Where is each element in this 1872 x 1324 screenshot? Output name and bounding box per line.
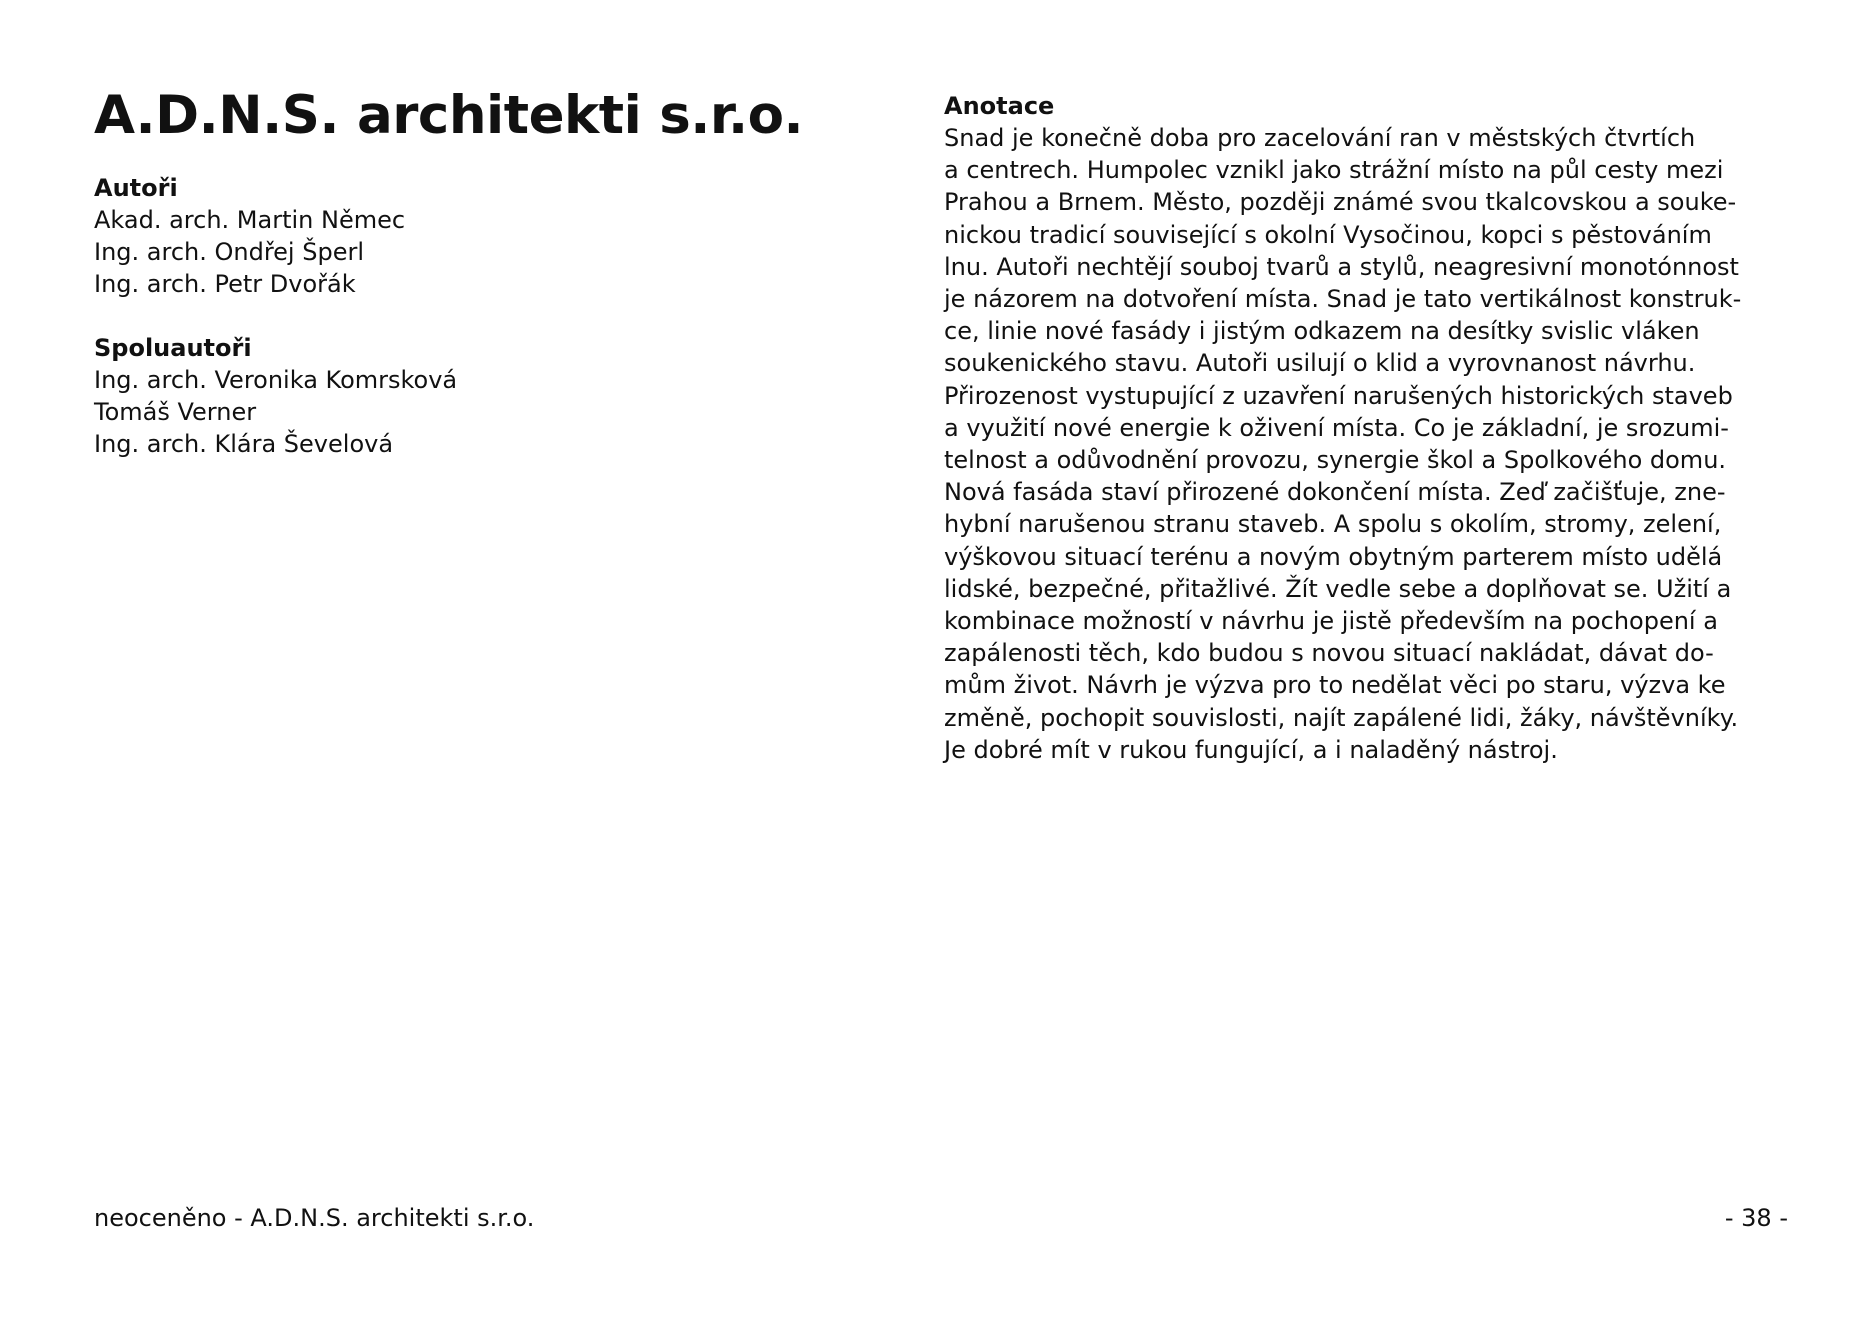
coauthor-name: Ing. arch. Klára Ševelová (94, 430, 394, 458)
annotation-block (944, 90, 1764, 766)
annotation-line: telnost a odůvodnění provozu, synergie škol a Spolkového domu. (944, 446, 1727, 475)
annotation-line: lidské, bezpečné, přitažlivé. Žít vedle sebe a doplňovat se. Užití a (944, 574, 1732, 603)
annotation-line: kombinace možností v návrhu je jistě především na pochopení a (944, 607, 1718, 636)
coauthors-heading: Spoluautoři (94, 334, 252, 362)
author-name: Akad. arch. Martin Němec (94, 206, 406, 234)
annotation-line: Je dobré mít v rukou fungující, a i naladěný nástroj. (944, 735, 1558, 764)
annotation-line: změně, pochopit souvislosti, najít zapálené lidi, žáky, návštěvníky. (944, 703, 1739, 732)
annotation-heading: Anotace (944, 92, 1055, 120)
annotation-line: Nová fasáda staví přirozené dokončení místa. Zeď začišťuje, zne- (944, 478, 1726, 507)
annotation-line: Prahou a Brnem. Město, později známé svou tkalcovskou a souke- (944, 188, 1737, 217)
annotation-line: a využití nové energie k oživení místa. Co je základní, je srozumi- (944, 413, 1729, 442)
annotation-text (944, 122, 1764, 766)
credits-block (94, 172, 854, 460)
authors-heading: Autoři (94, 174, 178, 202)
footer-caption: neoceněno - A.D.N.S. architekti s.r.o. (94, 1204, 535, 1232)
annotation-line: lnu. Autoři nechtějí souboj tvarů a stylů, neagresivní monotónnost (944, 252, 1739, 281)
coauthor-name: Tomáš Verner (94, 398, 257, 426)
annotation-line: výškovou situací terénu a novým obytným parterem místo udělá (944, 542, 1723, 571)
coauthor-name: Ing. arch. Veronika Komrsková (94, 366, 458, 394)
coauthors-list (94, 364, 854, 460)
annotation-line: soukenického stavu. Autoři usilují o klid a vyrovnanost návrhu. (944, 349, 1696, 378)
authors-list (94, 204, 854, 300)
annotation-line: Přirozenost vystupující z uzavření narušených historických staveb (944, 381, 1733, 410)
annotation-line: ce, linie nové fasády i jistým odkazem na desítky svislic vláken (944, 317, 1700, 346)
annotation-line: a centrech. Humpolec vznikl jako strážní místo na půl cesty mezi (944, 156, 1724, 185)
page-number: - 38 - (1724, 1204, 1788, 1232)
author-name: Ing. arch. Ondřej Šperl (94, 238, 364, 266)
annotation-line: je názorem na dotvoření místa. Snad je tato vertikálnost konstruk- (944, 285, 1742, 314)
annotation-line: hybní narušenou stranu staveb. A spolu s okolím, stromy, zelení, (944, 510, 1722, 539)
page-title: A.D.N.S. architekti s.r.o. (94, 85, 804, 146)
annotation-line: Snad je konečně doba pro zacelování ran v městských čtvrtích (944, 124, 1696, 152)
spacer (94, 300, 854, 332)
annotation-line: nickou tradicí související s okolní Vysočinou, kopci s pěstováním (944, 220, 1712, 249)
annotation-line: mům život. Návrh je výzva pro to nedělat věci po staru, výzva ke (944, 671, 1726, 700)
author-name: Ing. arch. Petr Dvořák (94, 270, 356, 298)
annotation-line: zapálenosti těch, kdo budou s novou situací nakládat, dávat do- (944, 639, 1714, 668)
